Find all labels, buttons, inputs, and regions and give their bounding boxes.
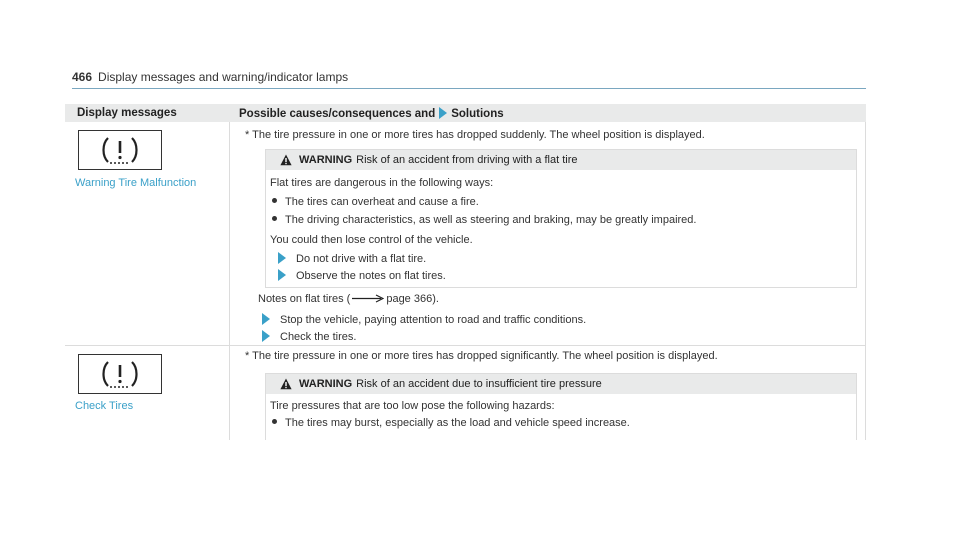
warning-title [299, 378, 602, 390]
action-text: Stop the vehicle, paying attention to road and traffic conditions. [280, 314, 587, 326]
warning-header [266, 150, 856, 170]
warning-bullet [272, 214, 696, 226]
bullet-text: The tires may burst, especially as the load and vehicle speed increase. [285, 417, 630, 429]
action-step [258, 313, 586, 326]
notes-reference[interactable] [258, 293, 439, 305]
col-causes-solutions [239, 107, 504, 120]
cause-text-2: * The tire pressure in one or more tires has dropped significantly. The wheel position is displayed. [245, 350, 718, 362]
action-text: Check the tires. [280, 331, 357, 343]
tire-lamp-1 [78, 130, 162, 170]
cause-text-1: * The tire pressure in one or more tires has dropped suddenly. The wheel position is displayed. [245, 129, 705, 141]
header-rule [72, 88, 866, 89]
action-step [258, 330, 356, 343]
lamp-label-2: Check Tires [75, 400, 134, 412]
page-title: Display messages and warning/indicator lamps [98, 70, 349, 84]
table-header [65, 104, 866, 122]
bullet-text: The driving characteristics, as well as steering and braking, may be greatly impaired. [285, 214, 697, 226]
warning-bullet [272, 417, 630, 429]
warning-triangle-icon [280, 378, 292, 390]
bullet-icon [272, 216, 277, 221]
warning-intro: Tire pressures that are too low pose the following hazards: [270, 400, 555, 412]
step-text: Do not drive with a flat tire. [296, 253, 427, 265]
warning-box-1 [265, 149, 857, 288]
warning-title [299, 154, 577, 166]
play-arrow-icon [262, 330, 270, 342]
column-divider [229, 122, 230, 440]
notes-text: Notes on flat tires ( [258, 293, 351, 305]
step-text: Observe the notes on flat tires. [296, 270, 446, 282]
warning-triangle-icon [280, 154, 292, 166]
warning-header [266, 374, 856, 394]
warning-step [274, 269, 446, 282]
col-causes-label: Possible causes/consequences and [239, 108, 436, 120]
lamp-label-1: Warning Tire Malfunction [75, 177, 197, 189]
bullet-icon [272, 198, 277, 203]
col-solutions-label: Solutions [451, 108, 504, 120]
warning-text: Risk of an accident due to insufficient tire pressure [356, 378, 602, 390]
bullet-icon [272, 419, 277, 424]
col-display-messages: Display messages [77, 107, 177, 119]
tire-pressure-warning-icon [78, 354, 162, 394]
warning-bullet [272, 196, 479, 208]
page-header [72, 70, 348, 84]
page-number: 466 [72, 70, 93, 84]
tire-lamp-2 [78, 354, 162, 394]
play-arrow-icon [278, 269, 286, 281]
warning-intro: Flat tires are dangerous in the following ways: [270, 177, 494, 189]
row-divider [65, 345, 866, 346]
bullet-text: The tires can overheat and cause a fire. [285, 196, 479, 208]
table-right-border [865, 122, 866, 440]
warning-consequence: You could then lose control of the vehicle. [270, 234, 473, 246]
warning-box-2 [265, 373, 857, 440]
warning-keyword: WARNING [299, 154, 353, 166]
notes-page: page 366). [386, 293, 439, 305]
play-arrow-icon [262, 313, 270, 325]
warning-text: Risk of an accident from driving with a flat tire [356, 154, 578, 166]
page-reference-arrow-icon [352, 294, 384, 303]
tire-pressure-warning-icon [78, 130, 162, 170]
warning-keyword: WARNING [299, 378, 353, 390]
play-arrow-icon [278, 252, 286, 264]
warning-step [274, 252, 426, 265]
play-arrow-icon [439, 107, 447, 119]
